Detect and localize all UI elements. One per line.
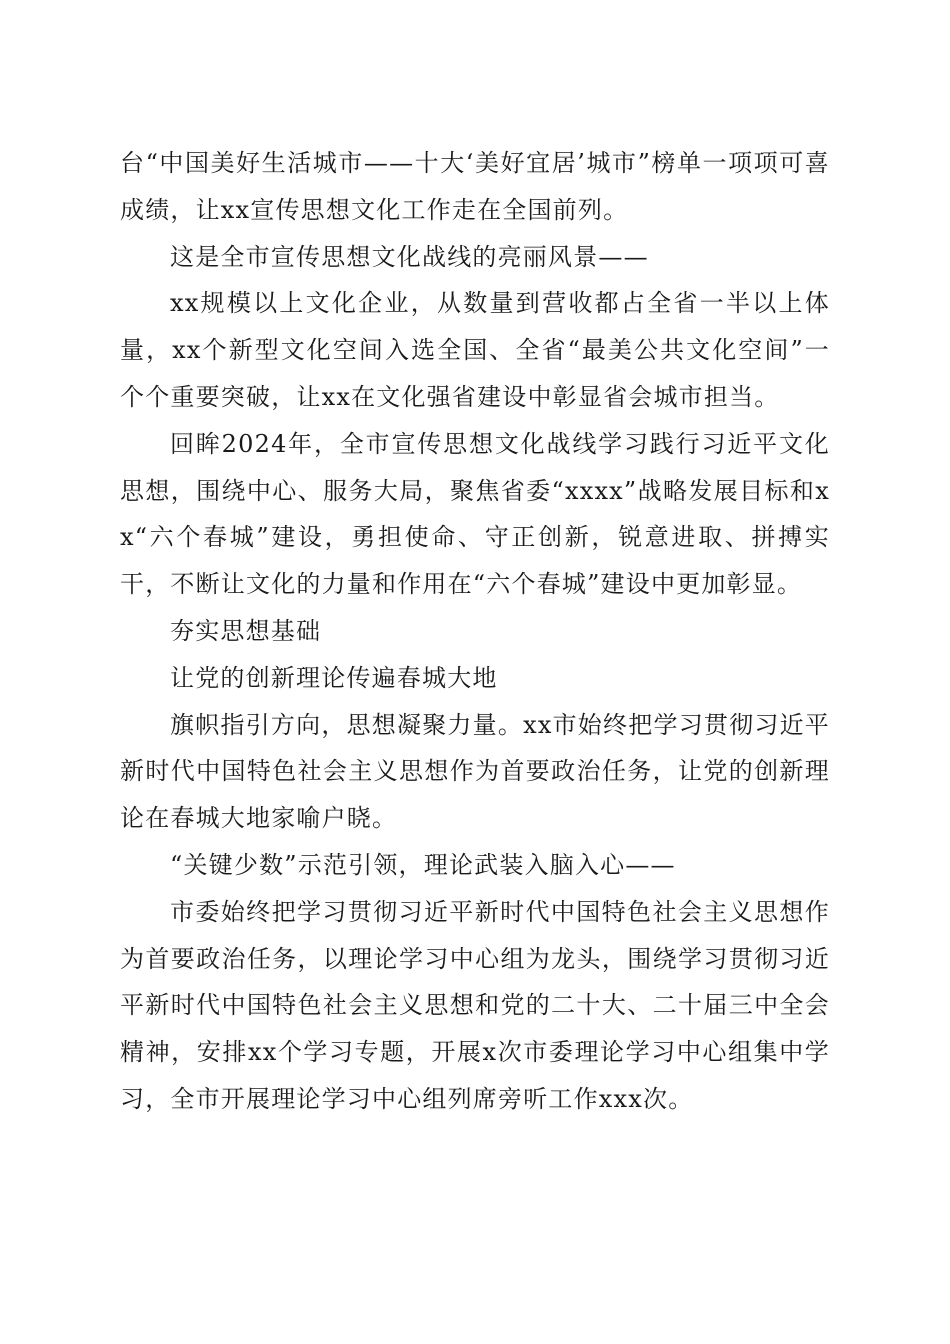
paragraph-continued-ranking: 台“中国美好生活城市——十大‘美好宜居’城市”榜单一项项可喜成绩，让xx宣传思想文化工作走在全国前列。	[120, 149, 830, 224]
section-heading-foundation: 夯实思想基础	[170, 616, 322, 645]
document-body	[120, 140, 830, 1123]
section-subheading-theory: 让党的创新理论传遍春城大地	[170, 663, 498, 692]
paragraph-study-group: 市委始终把学习贯彻习近平新时代中国特色社会主义思想作为首要政治任务，以理论学习中心组为龙头，围绕学习贯彻习近平新时代中国特色社会主义思想和党的二十大、二十届三中全会精神，安排xx个学习专题，开展x次市委理论学习中心组集中学习，全市开展理论学习中心组列席旁听工作xxx次。	[120, 897, 830, 1113]
paragraph-banner-guidance: 旗帜指引方向，思想凝聚力量。xx市始终把学习贯彻习近平新时代中国特色社会主义思想作为首要政治任务，让党的创新理论在春城大地家喻户晓。	[120, 710, 830, 833]
paragraph-2024-review: 回眸2024年，全市宣传思想文化战线学习践行习近平文化思想，围绕中心、服务大局，聚焦省委“xxxx”战略发展目标和xx“六个春城”建设，勇担使命、守正创新，锐意进取、拼搏实干，不断让文化的力量和作用在“六个春城”建设中更加彰显。	[120, 429, 830, 599]
paragraph-cultural-enterprises: xx规模以上文化企业，从数量到营收都占全省一半以上体量，xx个新型文化空间入选全国、全省“最美公共文化空间”一个个重要突破，让xx在文化强省建设中彰显省会城市担当。	[120, 289, 830, 411]
paragraph-scenery-intro: 这是全市宣传思想文化战线的亮丽风景——	[170, 242, 649, 271]
paragraph-key-minority: “关键少数”示范引领，理论武装入脑入心——	[170, 850, 676, 879]
